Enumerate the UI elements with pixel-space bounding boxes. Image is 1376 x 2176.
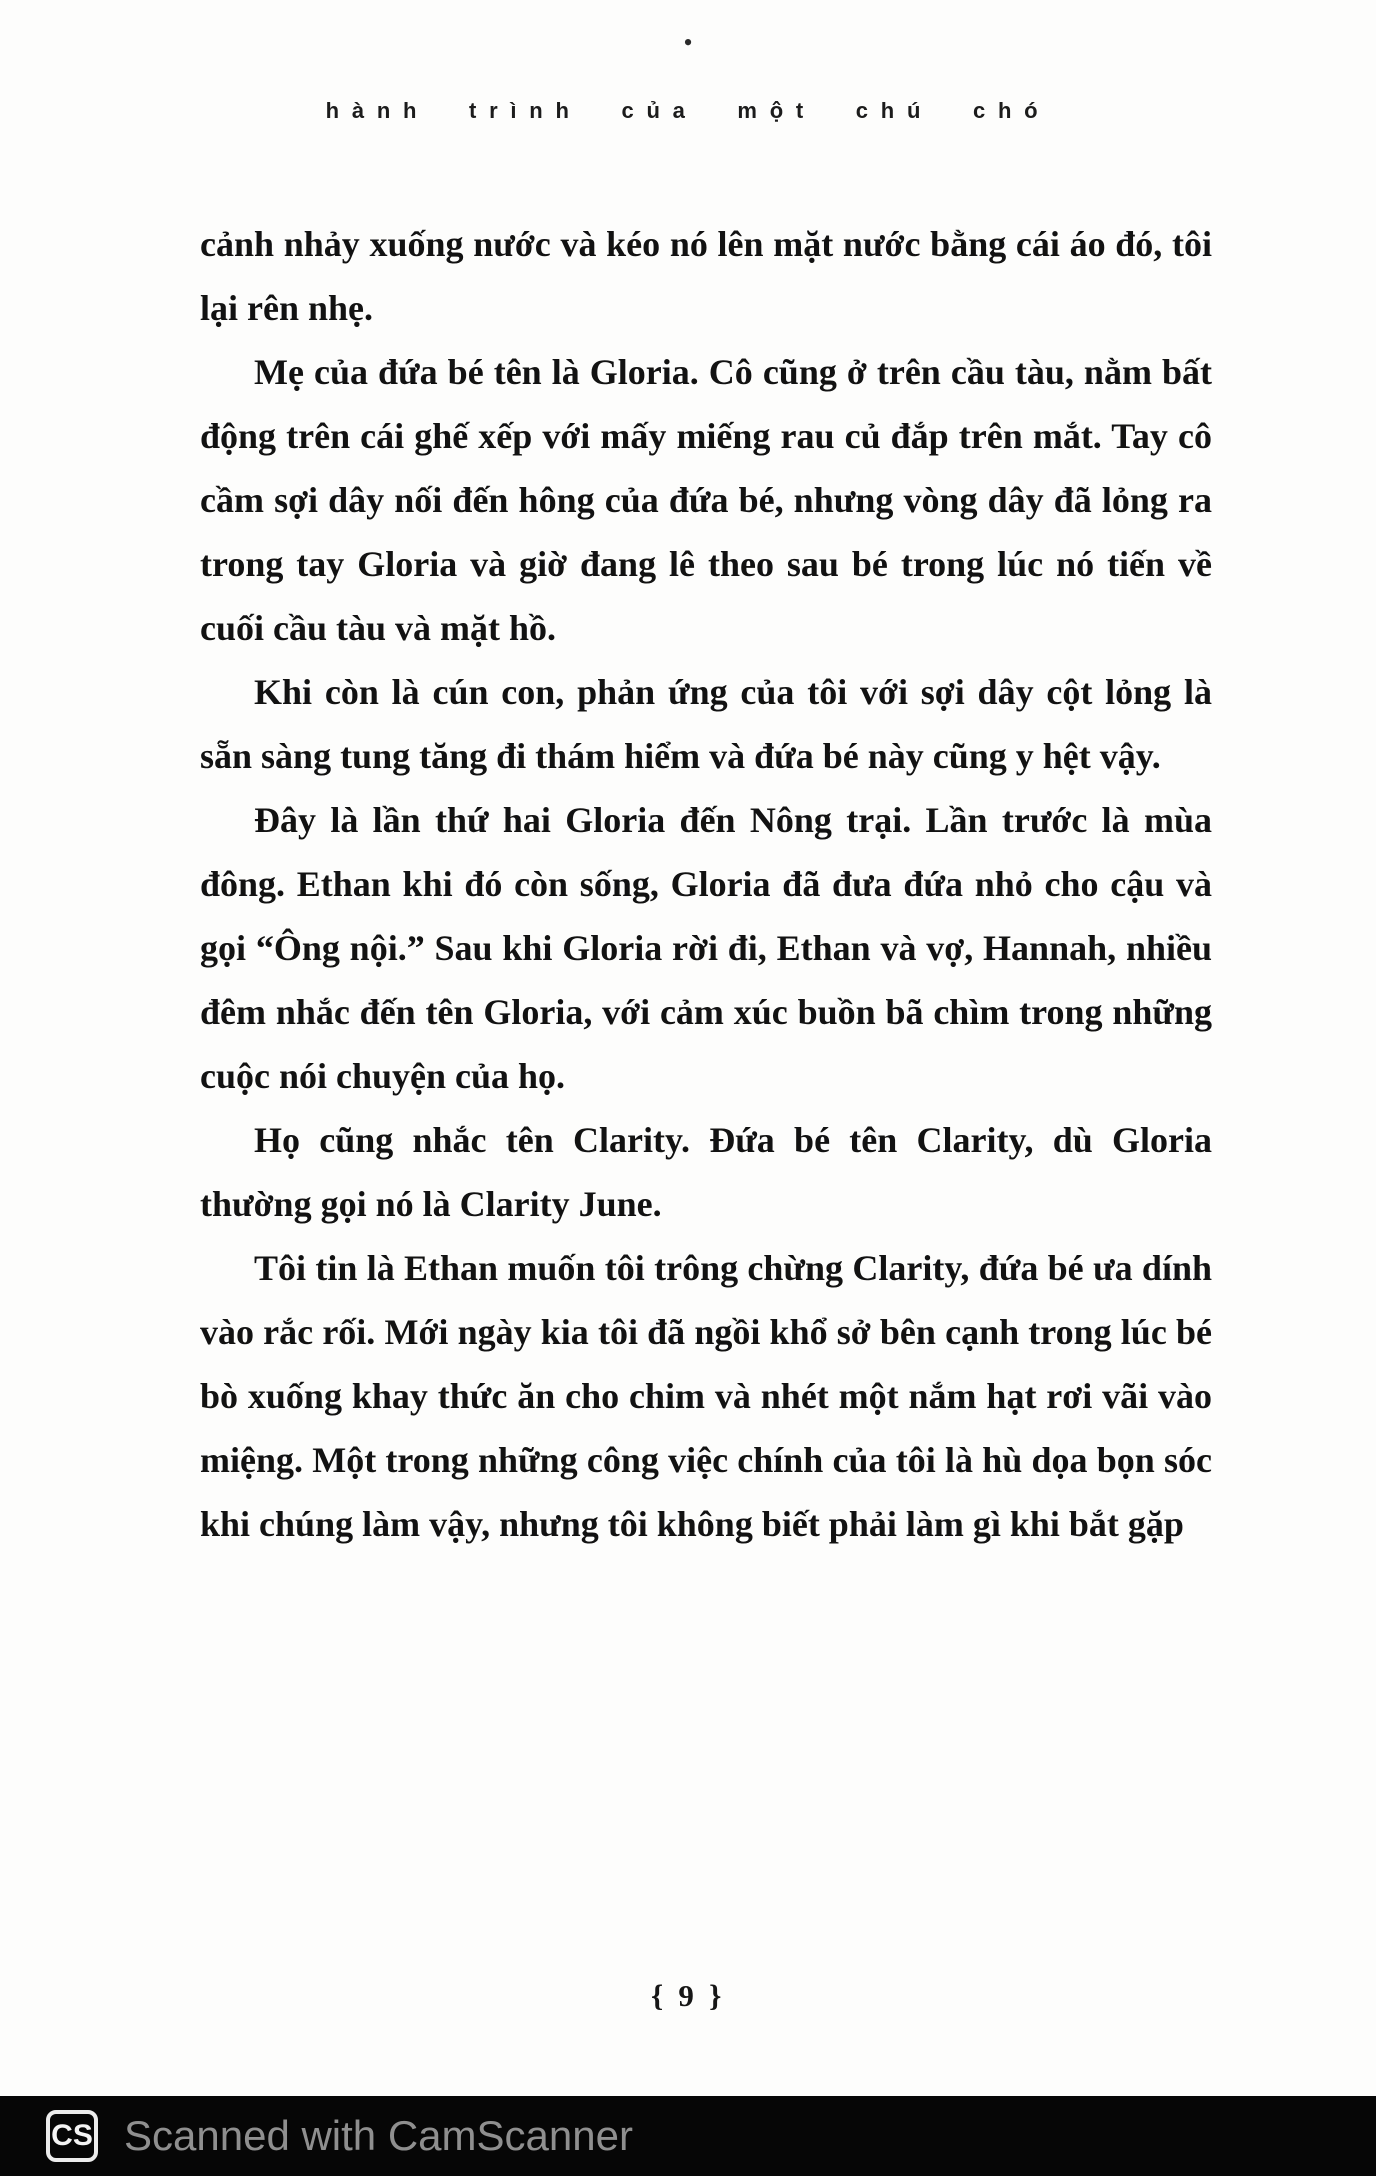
camscanner-logo-icon: CS (46, 2110, 98, 2162)
paragraph: cảnh nhảy xuống nước và kéo nó lên mặt nước bằng cái áo đó, tôi lại rên nhẹ. (200, 224, 1212, 328)
paragraph: Đây là lần thứ hai Gloria đến Nông trại. Lần trước là mùa đông. Ethan khi đó còn sống, Gloria đã đưa đứa nhỏ cho cậu và gọi “Ông nội.” Sau khi Gloria rời đi, Ethan và vợ, Hannah, nhiều đêm nhắc đến tên Gloria, với cảm xúc buồn bã chìm trong những cuộc nói chuyện của họ. (200, 800, 1212, 1096)
paragraph: Khi còn là cún con, phản ứng của tôi với sợi dây cột lỏng là sẵn sàng tung tăng đi thám hiểm và đứa bé này cũng y hệt vậy. (200, 672, 1212, 776)
paragraph: Mẹ của đứa bé tên là Gloria. Cô cũng ở trên cầu tàu, nằm bất động trên cái ghế xếp với mấy miếng rau củ đắp trên mắt. Tay cô cầm sợi dây nối đến hông của đứa bé, nhưng vòng dây đã lỏng ra trong tay Gloria và giờ đang lê theo sau bé trong lúc nó tiến về cuối cầu tàu và mặt hồ. (200, 352, 1212, 648)
running-header: hành trình của một chú chó (325, 98, 1051, 123)
body-text-column (200, 212, 1212, 1556)
paragraph: Họ cũng nhắc tên Clarity. Đứa bé tên Clarity, dù Gloria thường gọi nó là Clarity June. (200, 1120, 1212, 1224)
page-number: { 9 } (650, 1978, 726, 2013)
top-dot-mark: • (683, 28, 693, 57)
paragraph: Tôi tin là Ethan muốn tôi trông chừng Clarity, đứa bé ưa dính vào rắc rối. Mới ngày kia tôi đã ngồi khổ sở bên cạnh trong lúc bé bò xuống khay thức ăn cho chim và nhét một nắm hạt rơi vãi vào miệng. Một trong những công việc chính của tôi là hù dọa bọn sóc khi chúng làm vậy, nhưng tôi không biết phải làm gì khi bắt gặp (200, 1248, 1212, 1544)
scan-watermark-text: Scanned with CamScanner (124, 2112, 633, 2159)
camscanner-bar (0, 2096, 1376, 2176)
